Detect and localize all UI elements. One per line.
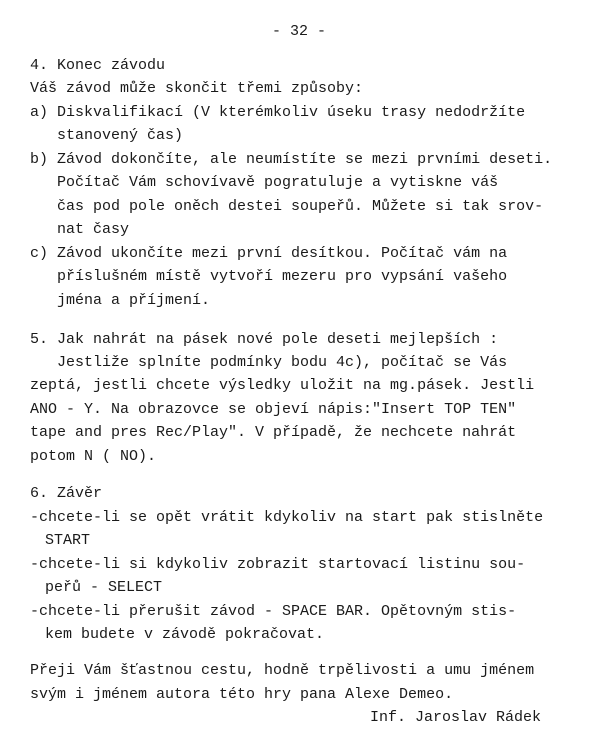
section-4-item-b-cont: nat časy <box>57 221 130 238</box>
section-6-item: -chcete-li si kdykoliv zobrazit startovací listinu sou- <box>30 556 526 573</box>
section-4-item-b: b) Závod dokončíte, ale neumístíte se mezi prvními deseti. <box>30 151 553 168</box>
page-number: - 32 - <box>272 23 327 40</box>
section-5-paragraph-line: zeptá, jestli chcete výsledky uložit na mg.pásek. Jestli <box>30 377 535 394</box>
section-6-item: -chcete-li přerušit závod - SPACE BAR. Opětovným stis- <box>30 603 517 620</box>
section-6-heading: 6. Závěr <box>30 485 103 502</box>
section-6-item-cont: START <box>45 532 91 549</box>
section-5-heading: 5. Jak nahrát na pásek nové pole deseti mejlepších : <box>30 331 499 348</box>
section-4-item-c-cont: jména a příjmení. <box>57 292 211 309</box>
section-4-heading: 4. Konec závodu <box>30 57 166 74</box>
section-4-item-b-cont: Počítač Vám schovívavě pogratuluje a vytiskne váš <box>57 174 499 191</box>
section-5-paragraph-line: tape and pres Rec/Play". V případě, že nechcete nahrát <box>30 424 517 441</box>
section-6-item: -chcete-li se opět vrátit kdykoliv na start pak stislněte <box>30 509 544 526</box>
section-4-item-a: a) Diskvalifikací (V kterémkoliv úseku trasy nedodržíte <box>30 104 526 121</box>
section-4-item-c: c) Závod ukončíte mezi první desítkou. Počítač vám na <box>30 245 508 262</box>
section-4-item-a-cont: stanovený čas) <box>57 127 184 144</box>
closing-line: Přeji Vám šťastnou cestu, hodně trpělivosti a umu jménem <box>30 662 535 679</box>
section-5-paragraph-line: potom N ( NO). <box>30 448 157 465</box>
section-6-item-cont: peřů - SELECT <box>45 579 163 596</box>
section-4-intro: Váš závod může skončit třemi způsoby: <box>30 80 364 97</box>
section-5-paragraph-line: ANO - Y. Na obrazovce se objeví nápis:"Insert TOP TEN" <box>30 401 517 418</box>
section-4-item-c-cont: příslušném místě vytvoří mezeru pro vypsání vašeho <box>57 268 508 285</box>
section-4-item-b-cont: čas pod pole oněch destei soupeřů. Můžete si tak srov- <box>57 198 544 215</box>
closing-line: svým i jménem autora této hry pana Alexe Demeo. <box>30 686 454 703</box>
signature: Inf. Jaroslav Rádek <box>370 709 542 726</box>
section-5-paragraph-line: Jestliže splníte podmínky bodu 4c), počítač se Vás <box>57 354 508 371</box>
section-6-item-cont: kem budete v závodě pokračovat. <box>45 626 325 643</box>
